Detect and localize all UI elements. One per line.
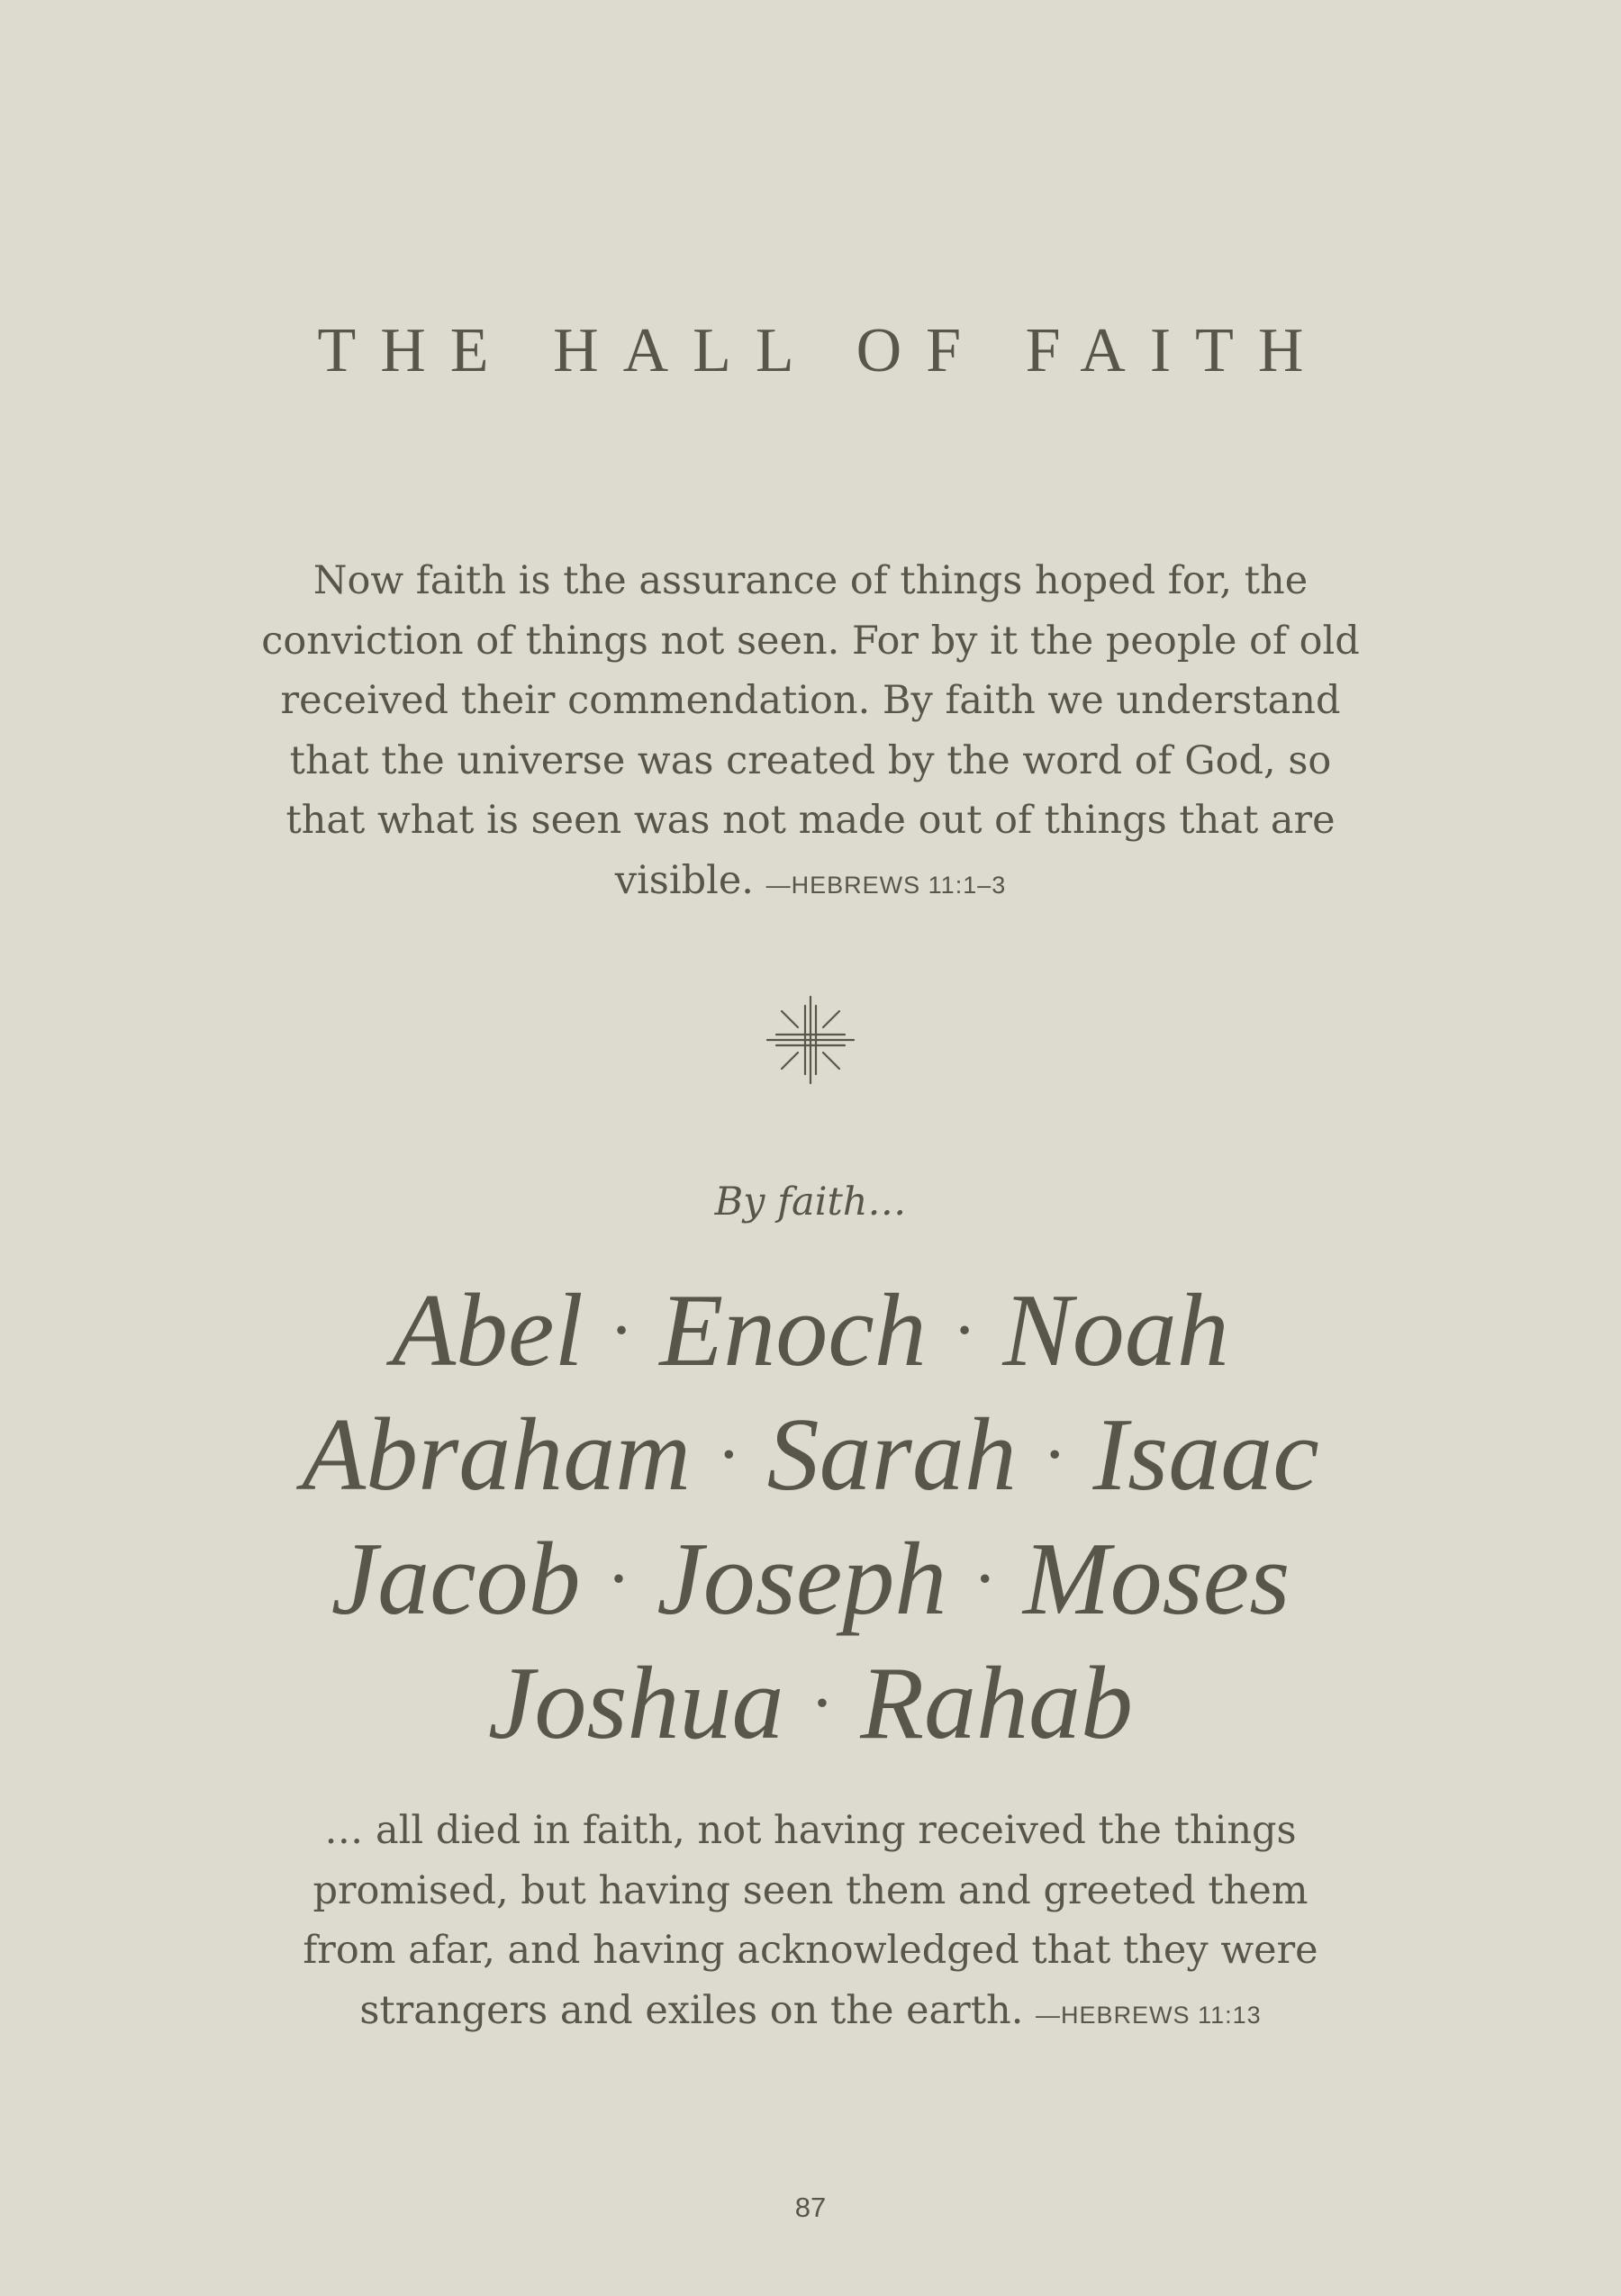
name-moses: Moses	[1022, 1522, 1290, 1637]
closing-verse	[261, 1801, 1360, 2045]
names-line	[0, 1523, 1621, 1647]
name-separator: ·	[810, 1664, 835, 1743]
page-title: THE HALL OF FAITH	[317, 316, 1328, 385]
closing-verse-reference: —HEBREWS 11:13	[1036, 2001, 1262, 2029]
lead-in-text: By faith…	[714, 1180, 907, 1225]
closing-verse-text: … all died in faith, not having received the things promised, but having seen them and greeted them from afar, and having acknowledged that they were strangers and exiles on the earth.	[303, 1808, 1318, 2033]
name-separator: ·	[973, 1540, 997, 1619]
names-line	[0, 1398, 1621, 1523]
page-number: 87	[794, 2192, 827, 2223]
name-separator: ·	[952, 1291, 977, 1370]
name-separator: ·	[717, 1415, 741, 1495]
intro-verse-reference: —HEBREWS 11:1–3	[765, 871, 1007, 899]
name-jacob: Jacob	[331, 1522, 581, 1637]
name-abel: Abel	[392, 1273, 584, 1388]
name-noah: Noah	[1002, 1273, 1229, 1388]
names-line	[0, 1274, 1621, 1398]
name-isaac: Isaac	[1092, 1397, 1319, 1513]
starburst-cross-icon	[765, 995, 856, 1085]
name-separator: ·	[1042, 1415, 1067, 1495]
name-abraham: Abraham	[302, 1397, 692, 1513]
name-joshua: Joshua	[487, 1646, 784, 1761]
intro-verse-text: Now faith is the assurance of things hoped for, the conviction of things not seen. For by it the people of old received their commendation. By faith we understand that the universe was created by the word of God, so that what is seen was not made out of things that are visible.	[261, 558, 1360, 903]
name-sarah: Sarah	[766, 1397, 1017, 1513]
intro-verse	[261, 551, 1360, 915]
names-line	[0, 1647, 1621, 1771]
name-rahab: Rahab	[860, 1646, 1134, 1761]
name-enoch: Enoch	[659, 1273, 927, 1388]
faith-names-list	[0, 1274, 1621, 1771]
name-joseph: Joseph	[657, 1522, 947, 1637]
name-separator: ·	[609, 1291, 634, 1370]
name-separator: ·	[606, 1540, 631, 1619]
